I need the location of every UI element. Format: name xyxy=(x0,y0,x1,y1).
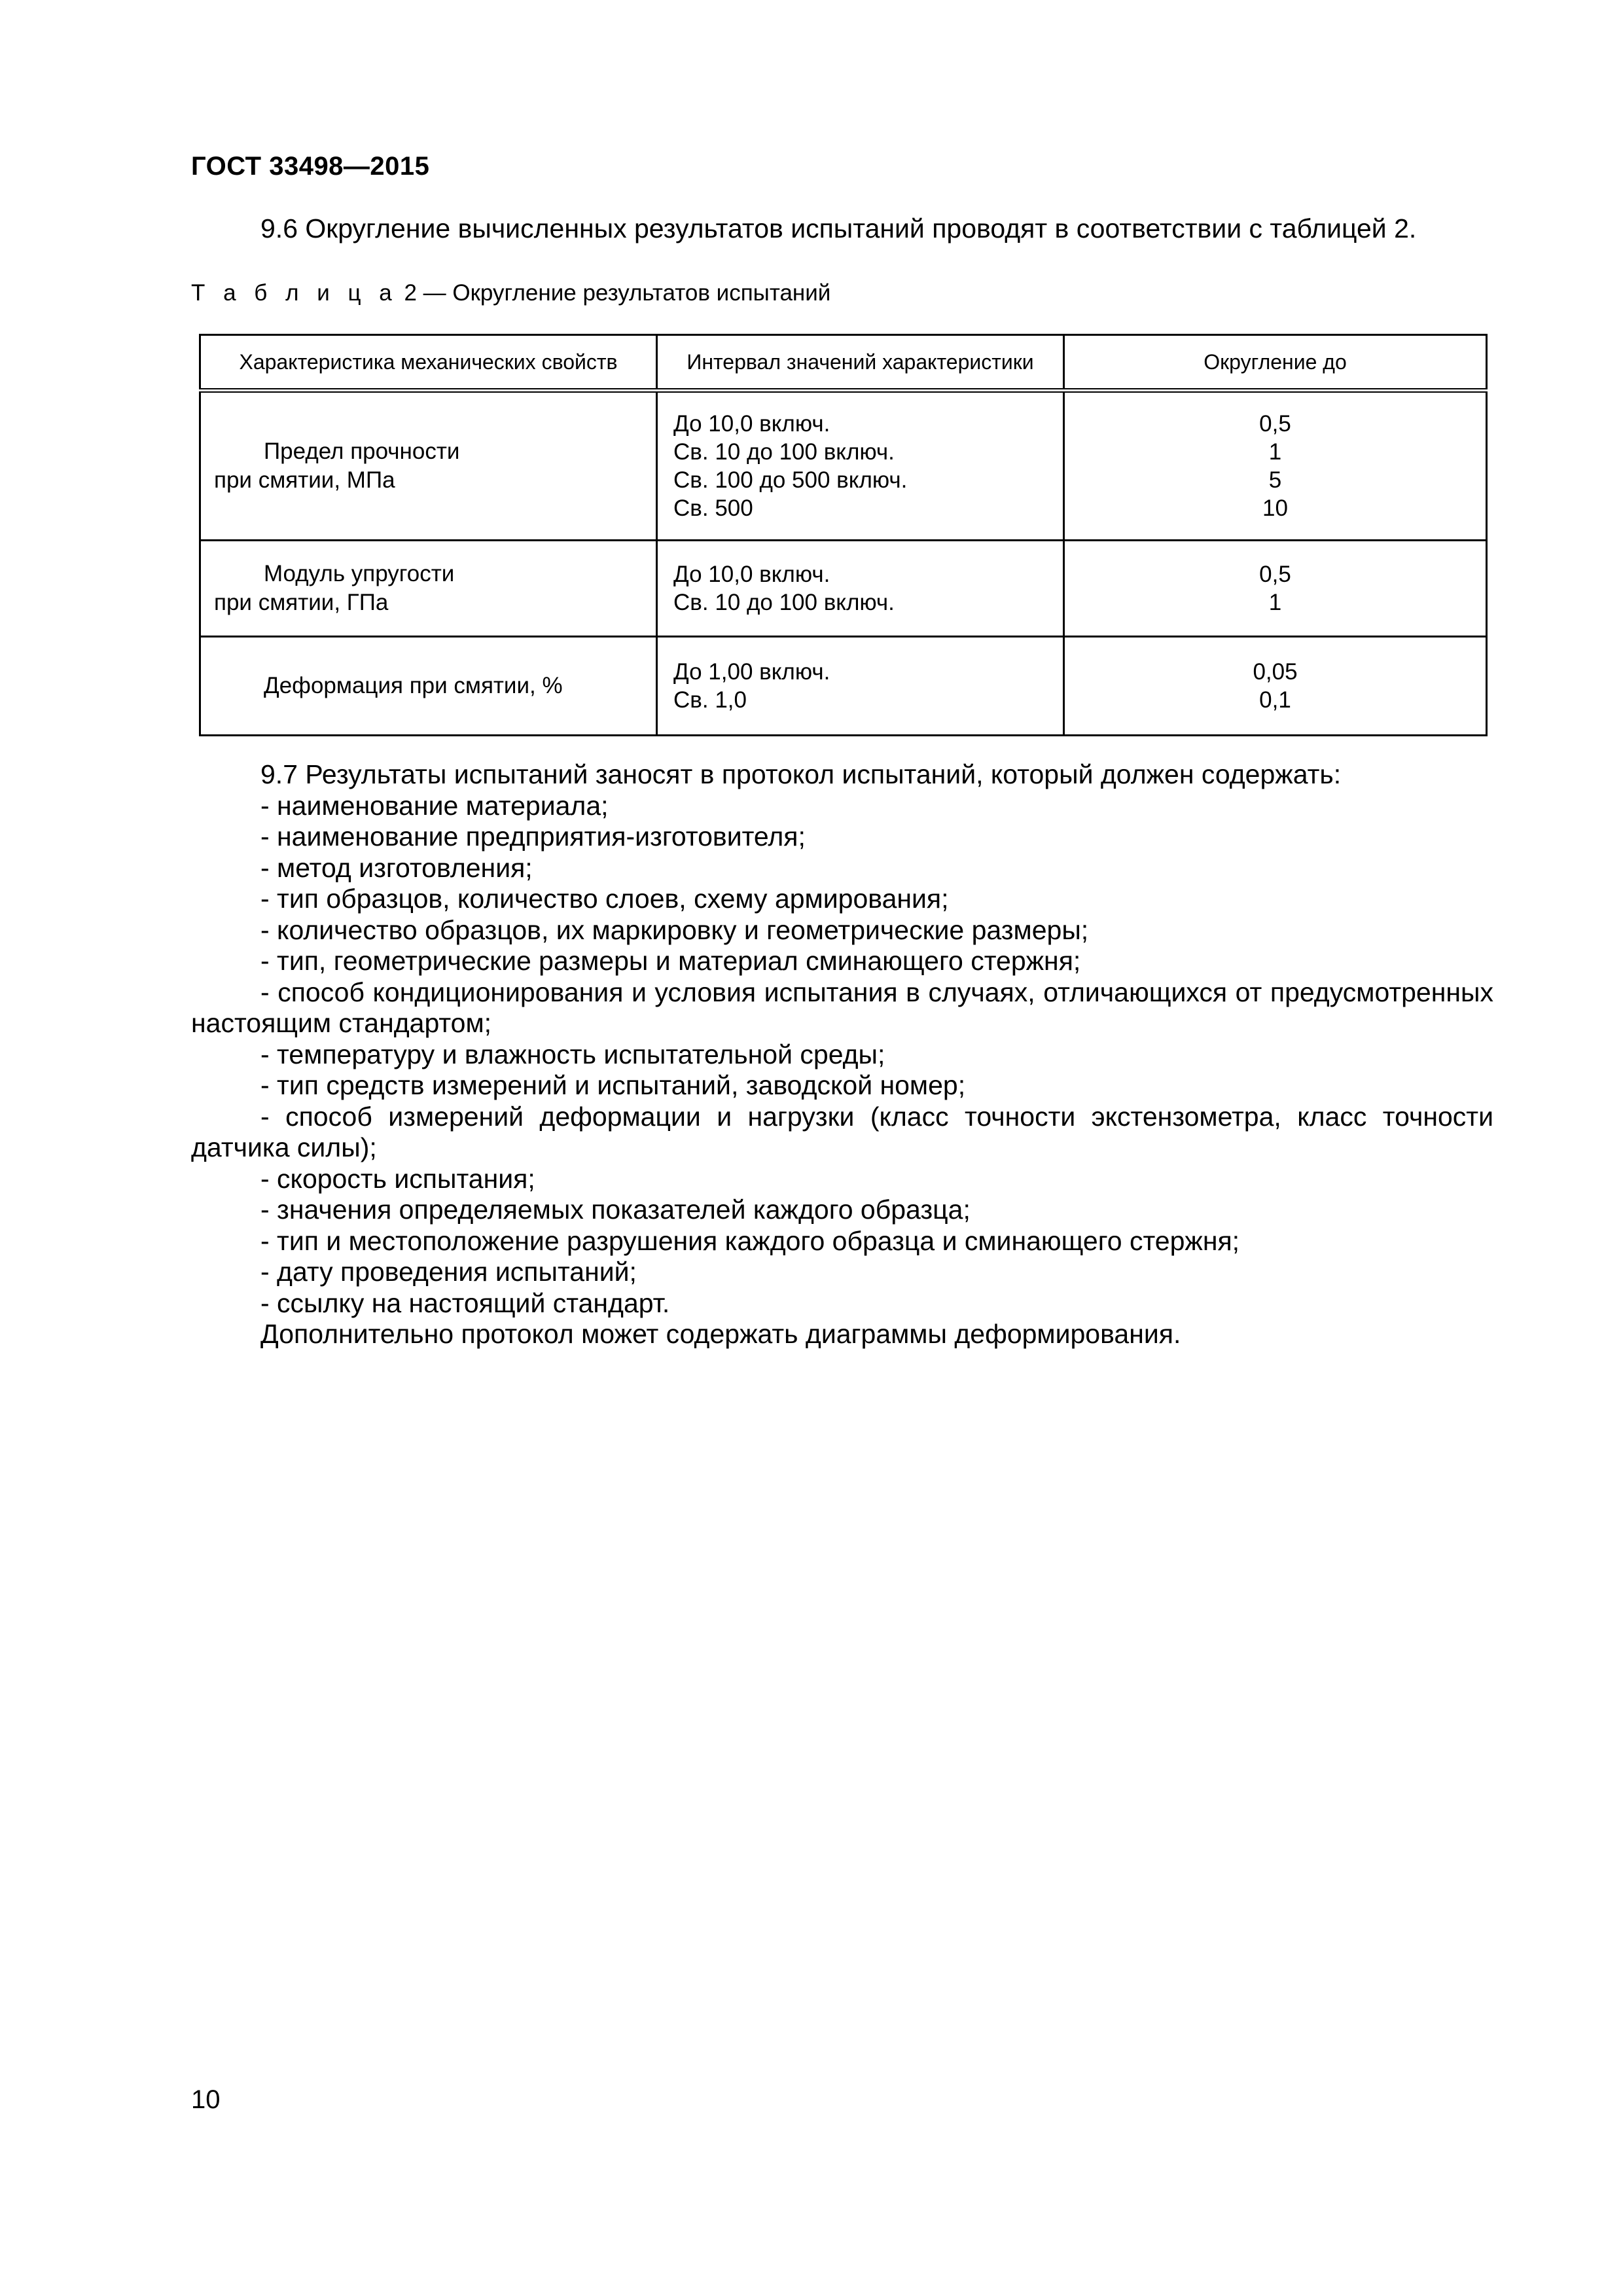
header-characteristic: Характеристика механических свойств xyxy=(200,335,657,391)
list-item: - тип средств измерений и испытаний, заводской номер; xyxy=(260,1070,966,1100)
cell-interval xyxy=(657,391,1064,541)
header-interval: Интервал значений характеристики xyxy=(657,335,1064,391)
list-item-continuation: датчика силы); xyxy=(191,1132,377,1162)
paragraph-9-7 xyxy=(191,759,1493,1350)
list-item: - тип и местоположение разрушения каждого образца и сминающего стержня; xyxy=(260,1225,1240,1256)
cell-text: До 10,0 включ. xyxy=(673,562,830,587)
cell-text: Св. 10 до 100 включ. xyxy=(673,590,895,615)
cell-text: 0,5 xyxy=(1259,411,1291,437)
cell-characteristic xyxy=(200,541,657,637)
list-item: - тип, геометрические размеры и материал сминающего стержня; xyxy=(260,946,1081,976)
list-item: - ссылку на настоящий стандарт. xyxy=(260,1287,670,1318)
table-header-row xyxy=(200,335,1487,391)
list-item: - способ кондиционирования и условия испытания в случаях, отличающихся от предусмотренных xyxy=(260,977,1493,1007)
header-rounding: Округление до xyxy=(1064,335,1487,391)
paragraph-9-6: 9.6 Округление вычисленных результатов испытаний проводят в соответствии с таблицей 2. xyxy=(260,213,1417,243)
paragraph-9-7-intro: 9.7 Результаты испытаний заносят в протокол испытаний, который должен содержать: xyxy=(260,759,1342,789)
cell-text: До 1,00 включ. xyxy=(673,659,830,685)
rounding-table xyxy=(199,334,1488,736)
list-item: - метод изготовления; xyxy=(260,852,533,883)
cell-interval xyxy=(657,637,1064,736)
cell-rounding xyxy=(1064,637,1487,736)
list-item: - дату проведения испытаний; xyxy=(260,1257,637,1287)
list-item: - значения определяемых показателей каждого образца; xyxy=(260,1194,971,1225)
cell-text: при смятии, МПа xyxy=(214,467,395,493)
cell-rounding xyxy=(1064,391,1487,541)
cell-text: при смятии, ГПа xyxy=(214,590,389,615)
cell-interval xyxy=(657,541,1064,637)
table-row xyxy=(200,637,1487,736)
table-caption-label: Т а б л и ц а xyxy=(191,280,398,306)
cell-text: 1 xyxy=(1268,439,1282,465)
list-item: - скорость испытания; xyxy=(260,1163,535,1194)
standard-header: ГОСТ 33498—2015 xyxy=(191,152,430,181)
cell-text: Св. 10 до 100 включ. xyxy=(673,439,895,465)
cell-text: Св. 1,0 xyxy=(673,687,747,713)
list-item: - температуру и влажность испытательной среды; xyxy=(260,1039,885,1069)
cell-text: 10 xyxy=(1262,495,1288,521)
list-item: - наименование предприятия-изготовителя; xyxy=(260,821,806,852)
cell-characteristic xyxy=(200,637,657,736)
list-item: - количество образцов, их маркировку и геометрические размеры; xyxy=(260,914,1089,945)
cell-rounding xyxy=(1064,541,1487,637)
table-row xyxy=(200,391,1487,541)
table-row xyxy=(200,541,1487,637)
cell-text: До 10,0 включ. xyxy=(673,411,830,437)
cell-text: 5 xyxy=(1268,467,1282,493)
cell-text: Св. 500 xyxy=(673,495,753,521)
closing-sentence: Дополнительно протокол может содержать диаграммы деформирования. xyxy=(260,1319,1181,1349)
list-item: - способ измерений деформации и нагрузки (класс точности экстензометра, класс точности xyxy=(260,1101,1493,1132)
table-caption xyxy=(191,280,830,306)
cell-text: 0,5 xyxy=(1259,562,1291,587)
cell-text: 0,1 xyxy=(1259,687,1291,713)
cell-text: Модуль упругости xyxy=(264,561,455,586)
cell-text: Деформация при смятии, % xyxy=(264,673,563,698)
list-item: - наименование материала; xyxy=(260,790,609,821)
page-number: 10 xyxy=(191,2085,221,2114)
list-item: - тип образцов, количество слоев, схему армирования; xyxy=(260,884,949,914)
cell-text: 0,05 xyxy=(1253,659,1298,685)
cell-characteristic xyxy=(200,391,657,541)
table-caption-title: 2 — Округление результатов испытаний xyxy=(404,280,831,306)
list-item-continuation: настоящим стандартом; xyxy=(191,1008,492,1038)
cell-text: Св. 100 до 500 включ. xyxy=(673,467,908,493)
cell-text: Предел прочности xyxy=(264,439,460,464)
cell-text: 1 xyxy=(1268,590,1282,615)
